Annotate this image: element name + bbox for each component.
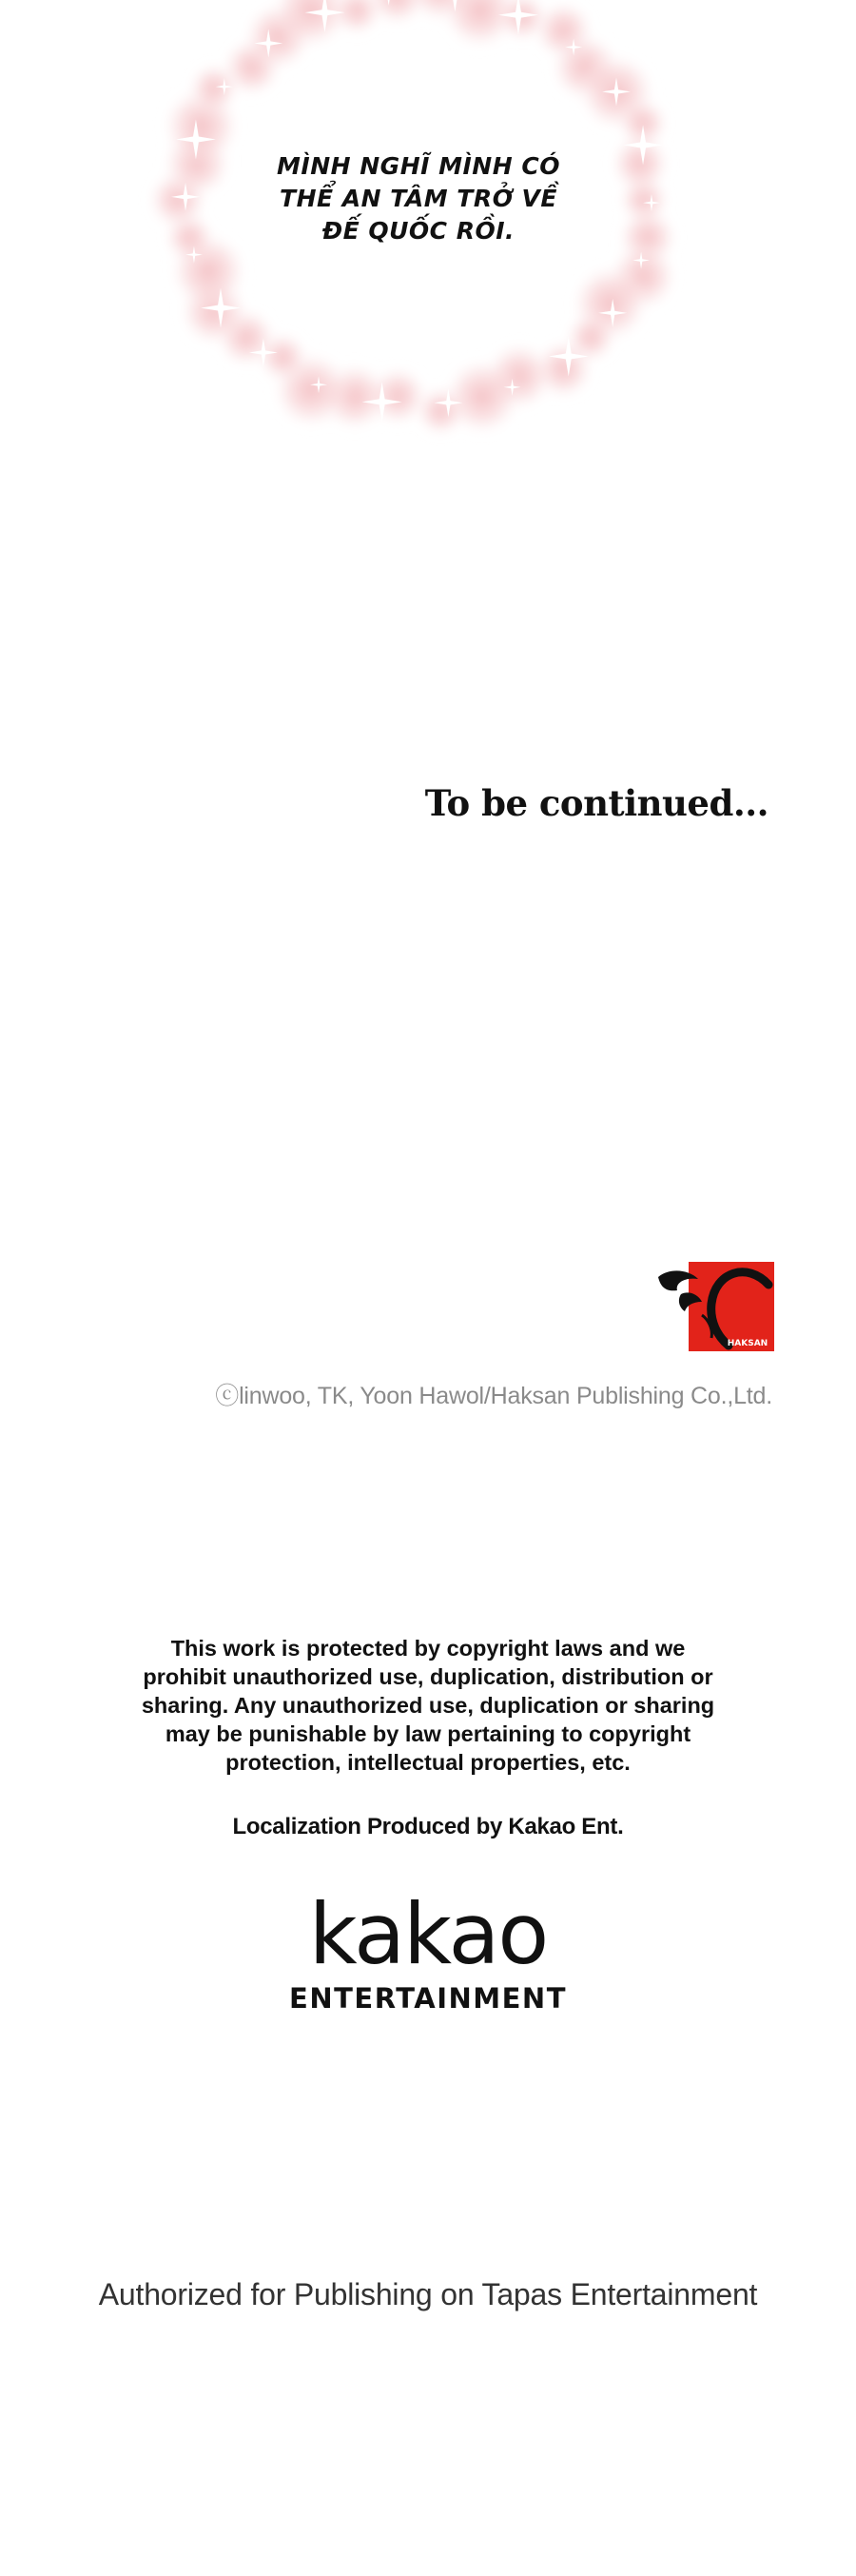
- kakao-wordmark: kakao: [308, 1885, 548, 1983]
- copyright-notice: ⓒlinwoo, TK, Yoon Hawol/Haksan Publishing Co.,Ltd.: [215, 1383, 772, 1409]
- haksan-logo: [656, 1262, 774, 1351]
- legal-line: protection, intellectual properties, etc.: [225, 1750, 631, 1775]
- authorized-publishing-notice: Authorized for Publishing on Tapas Entertainment: [98, 2277, 758, 2311]
- legal-line: sharing. Any unauthorized use, duplication or sharing: [141, 1693, 715, 1718]
- kakao-entertainment-logo: [0, 1885, 856, 2015]
- bubble-line: THỂ AN TÂM TRỞ VỀ: [280, 185, 557, 212]
- legal-line: prohibit unauthorized use, duplication, distribution or: [143, 1664, 713, 1689]
- entertainment-wordmark: ENTERTAINMENT: [289, 1982, 567, 2015]
- sparkle-thought-bubble: [124, 0, 713, 457]
- to-be-continued-text: To be continued...: [424, 782, 768, 824]
- bubble-dialogue: [276, 150, 561, 247]
- bubble-line: ĐẾ QUỐC RỒI.: [321, 217, 516, 245]
- legal-line: may be punishable by law pertaining to copyright: [165, 1721, 691, 1746]
- svg-text:HAKSAN: HAKSAN: [727, 1339, 768, 1348]
- legal-notice: [95, 1634, 761, 1777]
- legal-line: This work is protected by copyright laws and we: [170, 1636, 686, 1661]
- localization-credit: Localization Produced by Kakao Ent.: [232, 1814, 624, 1839]
- bubble-line: MÌNH NGHĨ MÌNH CÓ: [277, 152, 560, 180]
